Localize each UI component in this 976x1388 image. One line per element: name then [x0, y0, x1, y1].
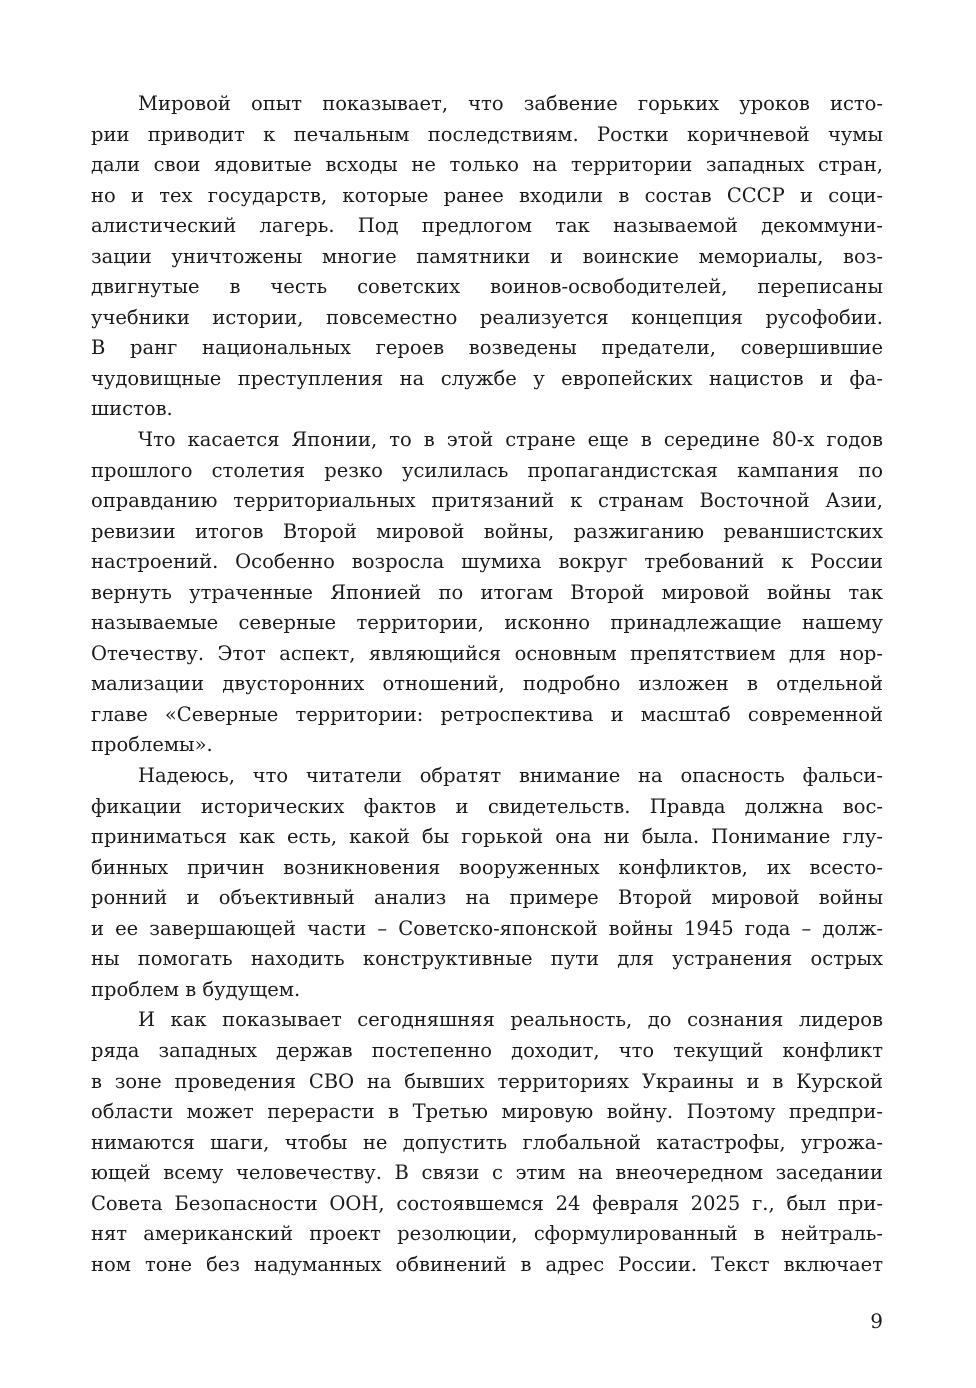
paragraph-line: называемые северные территории, исконно принадлежащие нашему [91, 611, 883, 635]
paragraph-line: главе «Северные территории: ретроспектива и масштаб современной [91, 702, 883, 726]
body-text [91, 89, 883, 1280]
paragraph-line: чудовищные преступления на службе у европейских нацистов и фа- [91, 366, 883, 390]
paragraph-line: нимаются шаги, чтобы не допустить глобальной катастрофы, угрожа- [91, 1130, 883, 1154]
paragraph-line: оправданию территориальных притязаний к странам Восточной Азии, [91, 489, 883, 513]
paragraph-line: ны помогать находить конструктивные пути для устранения острых [91, 947, 883, 971]
paragraph-line: ном тоне без надуманных обвинений в адрес России. Текст включает [91, 1252, 883, 1276]
paragraph-line: проблемы». [91, 733, 213, 757]
paragraph-line: но и тех государств, которые ранее входили в состав СССР и соци- [91, 183, 883, 207]
paragraph-line: В ранг национальных героев возведены предатели, совершившие [91, 336, 883, 360]
paragraph-line: вернуть утраченные Японией по итогам Второй мировой войны так [91, 580, 883, 604]
paragraph-line: двигнутые в честь советских воинов-освободителей, переписаны [91, 275, 883, 299]
paragraph-line: И как показывает сегодняшняя реальность, до сознания лидеров [138, 1008, 883, 1032]
paragraph-line: зации уничтожены многие памятники и воинские мемориалы, воз- [91, 244, 883, 268]
paragraph-line: в зоне проведения СВО на бывших территориях Украины и в Курской [91, 1069, 883, 1093]
paragraph-line: Что касается Японии, то в этой стране еще в середине 80-х годов [138, 428, 883, 452]
paragraph-line: нят американский проект резолюции, сформулированный в нейтраль- [91, 1222, 883, 1246]
paragraph-line: Мировой опыт показывает, что забвение горьких уроков исто- [138, 92, 883, 115]
paragraph-line: ющей всему человечеству. В связи с этим на внеочередном заседании [91, 1161, 883, 1185]
paragraph-line: приниматься как есть, какой бы горькой она ни была. Понимание глу- [91, 825, 883, 849]
paragraph-line: проблем в будущем. [91, 977, 301, 1001]
paragraph-line: рии приводит к печальным последствиям. Ростки коричневой чумы [91, 122, 883, 146]
paragraph-line: области может перерасти в Третью мировую войну. Поэтому предпри- [91, 1100, 883, 1124]
paragraph-line: ронний и объективный анализ на примере Второй мировой войны [91, 886, 883, 910]
paragraph-line: фикации исторических фактов и свидетельств. Правда должна вос- [91, 794, 883, 818]
paragraph-line: мализации двусторонних отношений, подробно изложен в отдельной [91, 672, 883, 696]
paragraph-line: Надеюсь, что читатели обратят внимание на опасность фальси- [138, 764, 883, 788]
paragraph-line: ряда западных держав постепенно доходит, что текущий конфликт [91, 1038, 883, 1062]
paragraph-line: настроений. Особенно возросла шумиха вокруг требований к России [91, 550, 883, 574]
paragraph-line: ревизии итогов Второй мировой войны, разжиганию реваншистских [91, 519, 883, 543]
paragraph-line: учебники истории, повсеместно реализуется концепция русофобии. [91, 305, 883, 329]
paragraph-line: прошлого столетия резко усилилась пропагандистская кампания по [91, 458, 883, 482]
paragraph-line: бинных причин возникновения вооруженных конфликтов, их всесто- [91, 855, 883, 879]
paragraph-line: алистический лагерь. Под предлогом так называемой декоммуни- [91, 214, 883, 238]
paragraph-line: и ее завершающей части – Советско-японской войны 1945 года – долж- [91, 916, 883, 940]
paragraph-line: Совета Безопасности ООН, состоявшемся 24 февраля 2025 г., был при- [91, 1191, 883, 1215]
paragraph-line: дали свои ядовитые всходы не только на территории западных стран, [91, 153, 883, 177]
paragraph-line: Отечеству. Этот аспект, являющийся основным препятствием для нор- [91, 641, 883, 665]
paragraph-line: шистов. [91, 397, 173, 421]
page-number: 9 [870, 1309, 883, 1333]
